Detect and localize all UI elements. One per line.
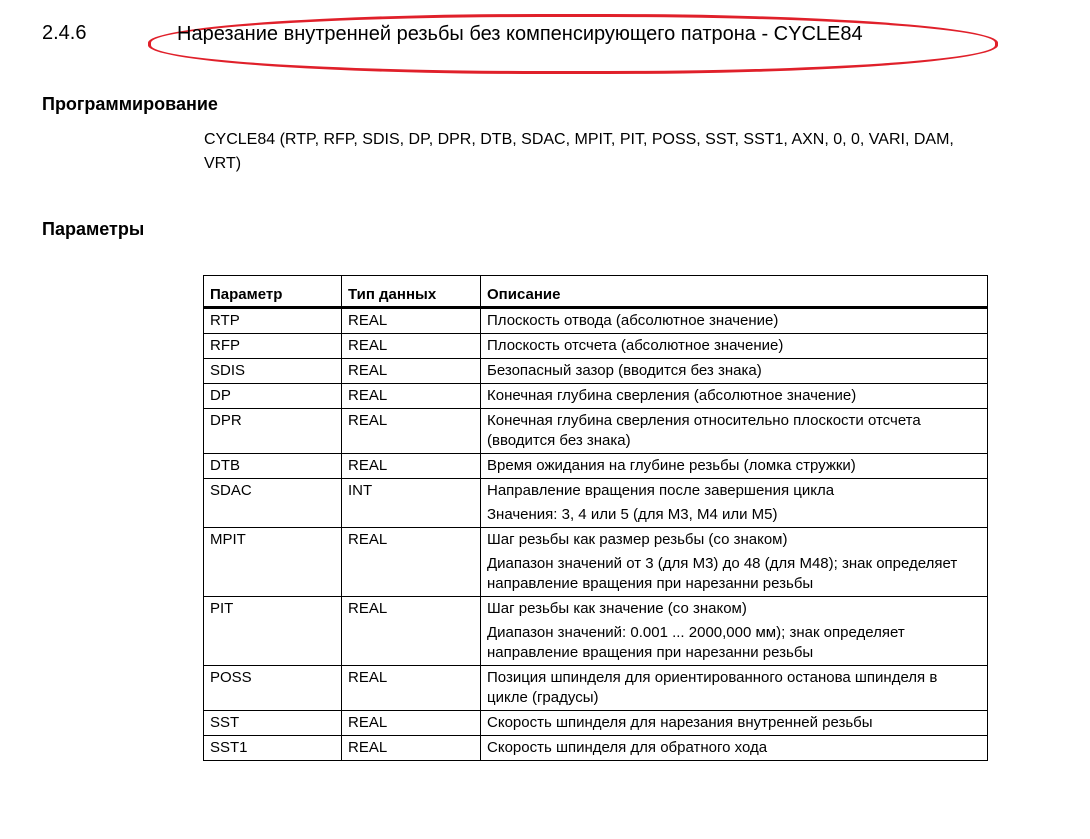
description-line: Шаг резьбы как значение (со знаком) bbox=[487, 600, 747, 617]
table-body bbox=[204, 308, 988, 761]
description-line: Безопасный зазор (вводится без знака) bbox=[487, 362, 762, 379]
parameter-name-cell: PIT bbox=[204, 597, 342, 666]
description-line: Время ожидания на глубине резьбы (ломка стружки) bbox=[487, 457, 856, 474]
description-line: Направление вращения после завершения цикла bbox=[487, 482, 835, 499]
cycle-signature: CYCLE84 (RTP, RFP, SDIS, DP, DPR, DTB, SDAC, MPIT, PIT, POSS, SST, SST1, AXN, 0, 0, VARI, DAM, VRT) bbox=[204, 131, 954, 172]
table-row bbox=[204, 597, 988, 666]
parameter-name-cell: POSS bbox=[204, 666, 342, 711]
description-cell bbox=[481, 597, 988, 666]
description-line: Значения: 3, 4 или 5 (для M3, M4 или M5) bbox=[487, 506, 778, 523]
data-type-cell: REAL bbox=[342, 308, 481, 334]
data-type-cell: REAL bbox=[342, 597, 481, 666]
description-line: Диапазон значений: 0.001 ... 2000,000 мм); знак определяет направление вращения при нарезанни резьбы bbox=[487, 624, 905, 661]
column-header-description: Описание bbox=[481, 276, 988, 308]
parameter-name-cell: SDAC bbox=[204, 479, 342, 528]
data-type-cell: REAL bbox=[342, 359, 481, 384]
description-line: Скорость шпинделя для обратного хода bbox=[487, 739, 768, 756]
data-type-cell: REAL bbox=[342, 711, 481, 736]
table-row bbox=[204, 359, 988, 384]
description-cell bbox=[481, 454, 988, 479]
programming-heading: Программирование bbox=[42, 94, 218, 114]
table-row bbox=[204, 528, 988, 597]
parameter-name-cell: SDIS bbox=[204, 359, 342, 384]
description-line: Конечная глубина сверления (абсолютное значение) bbox=[487, 387, 857, 404]
description-line: Конечная глубина сверления относительно плоскости отсчета (вводится без знака) bbox=[487, 412, 921, 449]
parameter-name-cell: DPR bbox=[204, 409, 342, 454]
table-header-row bbox=[204, 276, 988, 308]
description-cell bbox=[481, 359, 988, 384]
table-row bbox=[204, 454, 988, 479]
table-row bbox=[204, 666, 988, 711]
parameters-heading: Параметры bbox=[42, 219, 145, 239]
data-type-cell: REAL bbox=[342, 384, 481, 409]
description-cell bbox=[481, 711, 988, 736]
table-row bbox=[204, 308, 988, 334]
description-line: Скорость шпинделя для нарезания внутренней резьбы bbox=[487, 714, 873, 731]
parameter-name-cell: RTP bbox=[204, 308, 342, 334]
description-line: Шаг резьбы как размер резьбы (со знаком) bbox=[487, 531, 788, 548]
table-row bbox=[204, 711, 988, 736]
description-cell bbox=[481, 666, 988, 711]
data-type-cell: REAL bbox=[342, 454, 481, 479]
data-type-cell: REAL bbox=[342, 528, 481, 597]
column-header-parameter: Параметр bbox=[204, 276, 342, 308]
data-type-cell: REAL bbox=[342, 736, 481, 761]
section-title: Нарезание внутренней резьбы без компенсирующего патрона - CYCLE84 bbox=[177, 23, 863, 45]
description-cell bbox=[481, 409, 988, 454]
column-header-data-type: Тип данных bbox=[342, 276, 481, 308]
parameter-name-cell: SST1 bbox=[204, 736, 342, 761]
description-line: Диапазон значений от 3 (для M3) до 48 (для M48); знак определяет направление вращения при нарезанни резьбы bbox=[487, 555, 958, 592]
data-type-cell: INT bbox=[342, 479, 481, 528]
parameter-name-cell: DP bbox=[204, 384, 342, 409]
data-type-cell: REAL bbox=[342, 409, 481, 454]
description-cell bbox=[481, 308, 988, 334]
description-cell bbox=[481, 334, 988, 359]
parameters-table bbox=[203, 275, 988, 761]
section-number: 2.4.6 bbox=[42, 22, 87, 44]
table-row bbox=[204, 334, 988, 359]
parameter-name-cell: RFP bbox=[204, 334, 342, 359]
data-type-cell: REAL bbox=[342, 666, 481, 711]
description-line: Плоскость отвода (абсолютное значение) bbox=[487, 312, 779, 329]
description-line: Позиция шпинделя для ориентированного останова шпинделя в цикле (градусы) bbox=[487, 669, 938, 706]
parameter-name-cell: SST bbox=[204, 711, 342, 736]
parameter-name-cell: DTB bbox=[204, 454, 342, 479]
table-row bbox=[204, 736, 988, 761]
description-line: Плоскость отсчета (абсолютное значение) bbox=[487, 337, 784, 354]
table-row bbox=[204, 479, 988, 528]
description-cell bbox=[481, 528, 988, 597]
description-cell bbox=[481, 736, 988, 761]
table-row bbox=[204, 409, 988, 454]
table-row bbox=[204, 384, 988, 409]
data-type-cell: REAL bbox=[342, 334, 481, 359]
description-cell bbox=[481, 384, 988, 409]
parameter-name-cell: MPIT bbox=[204, 528, 342, 597]
description-cell bbox=[481, 479, 988, 528]
